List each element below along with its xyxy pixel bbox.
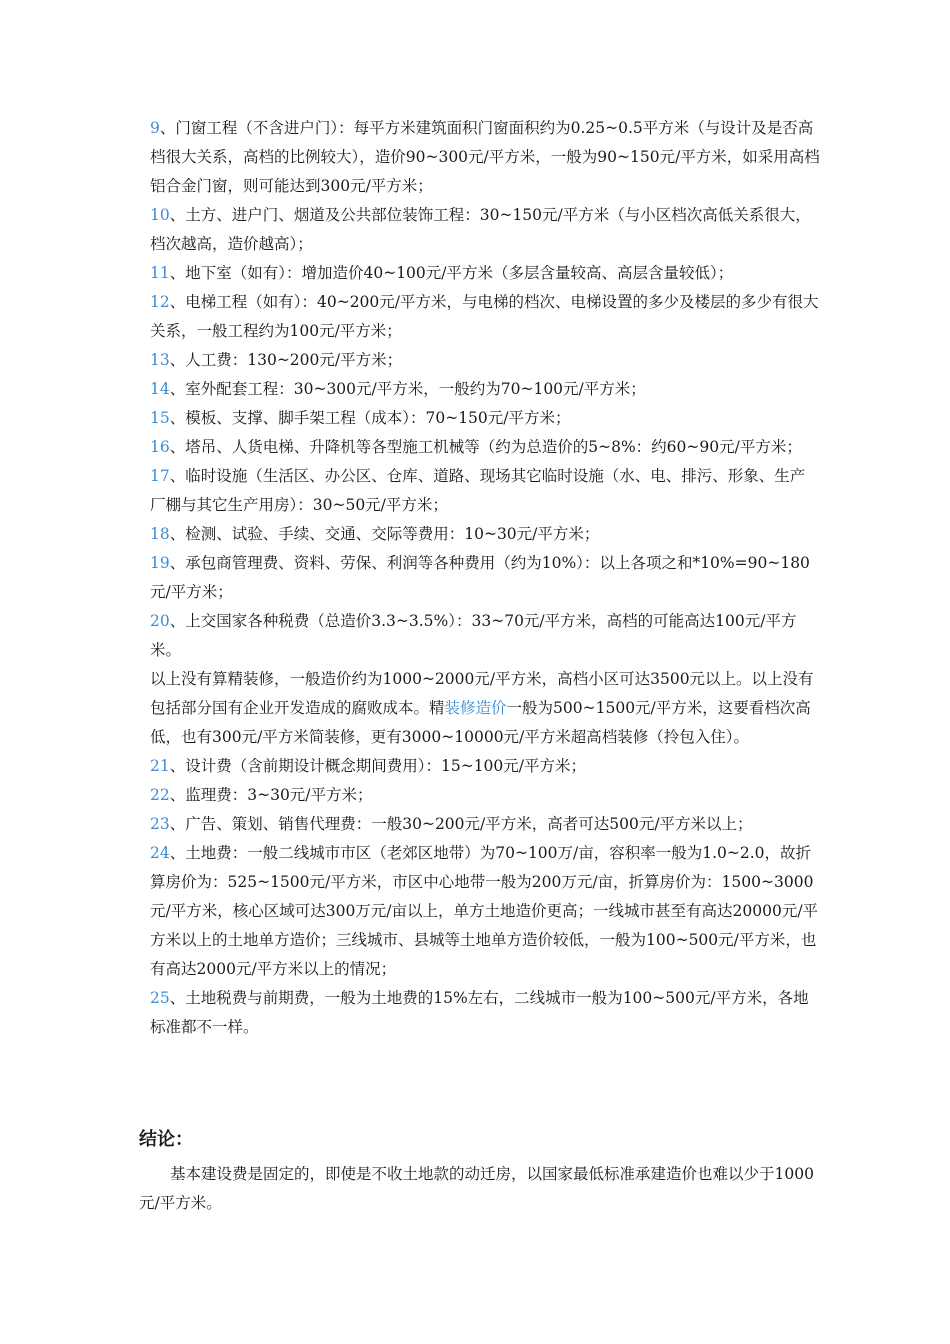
item-text: 、检测、试验、手续、交通、交际等费用：10~30元/平方米； (169, 525, 600, 543)
summary-paragraph (150, 665, 820, 752)
list-item (150, 346, 820, 375)
list-item (150, 433, 820, 462)
item-text: 、上交国家各种税费（总造价3.3~3.5%）：33~70元/平方米，高档的可能高达100元/平方米。 (150, 612, 797, 659)
list-item (150, 781, 820, 810)
item-number: 12 (150, 293, 170, 311)
conclusion-text: 基本建设费是固定的，即使是不收土地款的动迁房，以国家最低标准承建造价也难以少于1000元/平方米。 (139, 1165, 814, 1212)
conclusion-heading: 结论： (139, 1129, 193, 1150)
item-number: 17 (150, 467, 170, 485)
item-text: 、设计费（含前期设计概念期间费用）：15~100元/平方米； (169, 757, 587, 775)
item-number: 20 (150, 612, 170, 630)
list-item (150, 462, 820, 520)
item-number: 16 (150, 438, 170, 456)
list-item (150, 520, 820, 549)
paragraph-text: 一般为500~1500元/平方米，这要看档次高低，也有300元/平方米简装修，更有3000~10000元/平方米超高档装修（拎包入住）。 (150, 699, 811, 746)
item-text: 、土地税费与前期费，一般为土地费的15%左右，二线城市一般为100~500元/平方米，各地标准都不一样。 (150, 989, 809, 1036)
item-number: 21 (150, 757, 170, 775)
decoration-cost-link[interactable]: 装修造价 (444, 699, 507, 717)
item-text: 、门窗工程（不含进户门）：每平方米建筑面积门窗面积约为0.25~0.5平方米（与设计及是否高档很大关系，高档的比例较大），造价90~300元/平方米，一般为90~150元/平方米，如采用高档铝合金门窗，则可能达到300元/平方米； (150, 119, 820, 195)
list-item (150, 810, 820, 839)
item-text: 、承包商管理费、资料、劳保、利润等各种费用（约为10%）：以上各项之和*10%=90~180元/平方米； (150, 554, 810, 601)
item-text: 、人工费：130~200元/平方米； (169, 351, 403, 369)
item-number: 22 (150, 786, 170, 804)
item-number: 14 (150, 380, 170, 398)
item-text: 、监理费：3~30元/平方米； (169, 786, 373, 804)
list-item (150, 114, 820, 201)
list-item (150, 839, 820, 984)
item-number: 25 (150, 989, 170, 1007)
item-text: 、广告、策划、销售代理费：一般30~200元/平方米，高者可达500元/平方米以上； (169, 815, 753, 833)
item-text: 、临时设施（生活区、办公区、仓库、道路、现场其它临时设施（水、电、排污、形象、生产厂棚与其它生产用房）：30~50元/平方米； (150, 467, 806, 514)
paragraph-text: 以上没有算精装修，一般造价约为1000~2000元/平方米，高档小区可达3500元以上。以上没有包括部分国有企业开发造成的腐败成本。精 (150, 670, 814, 717)
list-item (150, 752, 820, 781)
item-text: 、地下室（如有）：增加造价40~100元/平方米（多层含量较高、高层含量较低）； (169, 264, 734, 282)
item-number: 15 (150, 409, 170, 427)
item-number: 13 (150, 351, 170, 369)
document-content (150, 114, 820, 1042)
list-item (150, 288, 820, 346)
list-item (150, 404, 820, 433)
item-number: 24 (150, 844, 170, 862)
item-number: 9 (150, 119, 160, 137)
item-number: 11 (150, 264, 170, 282)
list-item (150, 201, 820, 259)
item-text: 、模板、支撑、脚手架工程（成本）：70~150元/平方米； (169, 409, 571, 427)
list-item (150, 607, 820, 665)
item-text: 、室外配套工程：30~300元/平方米，一般约为70~100元/平方米； (169, 380, 646, 398)
list-item (150, 375, 820, 404)
item-text: 、土地费：一般二线城市市区（老郊区地带）为70~100万/亩，容积率一般为1.0~2.0，故折算房价为：525~1500元/平方米，市区中心地带一般为200万元/亩，折算房价为：1500~3000元/平方米，核心区域可达300万元/亩以上，单方土地造价更高；一线城市甚至有高达20000元/平方米以上的土地单方造价；三线城市、县城等土地单方造价较低，一般为100~500元/平方米，也有高达2000元/平方米以上的情况； (150, 844, 819, 978)
item-text: 、电梯工程（如有）：40~200元/平方米，与电梯的档次、电梯设置的多少及楼层的多少有很大关系，一般工程约为100元/平方米； (150, 293, 819, 340)
item-number: 19 (150, 554, 170, 572)
list-item (150, 984, 820, 1042)
list-item (150, 549, 820, 607)
item-number: 18 (150, 525, 170, 543)
item-number: 23 (150, 815, 170, 833)
list-item (150, 259, 820, 288)
item-text: 、塔吊、人货电梯、升降机等各型施工机械等（约为总造价的5~8%：约60~90元/平方米； (169, 438, 802, 456)
item-text: 、土方、进户门、烟道及公共部位装饰工程：30~150元/平方米（与小区档次高低关系很大，档次越高，造价越高）； (150, 206, 811, 253)
item-number: 10 (150, 206, 170, 224)
